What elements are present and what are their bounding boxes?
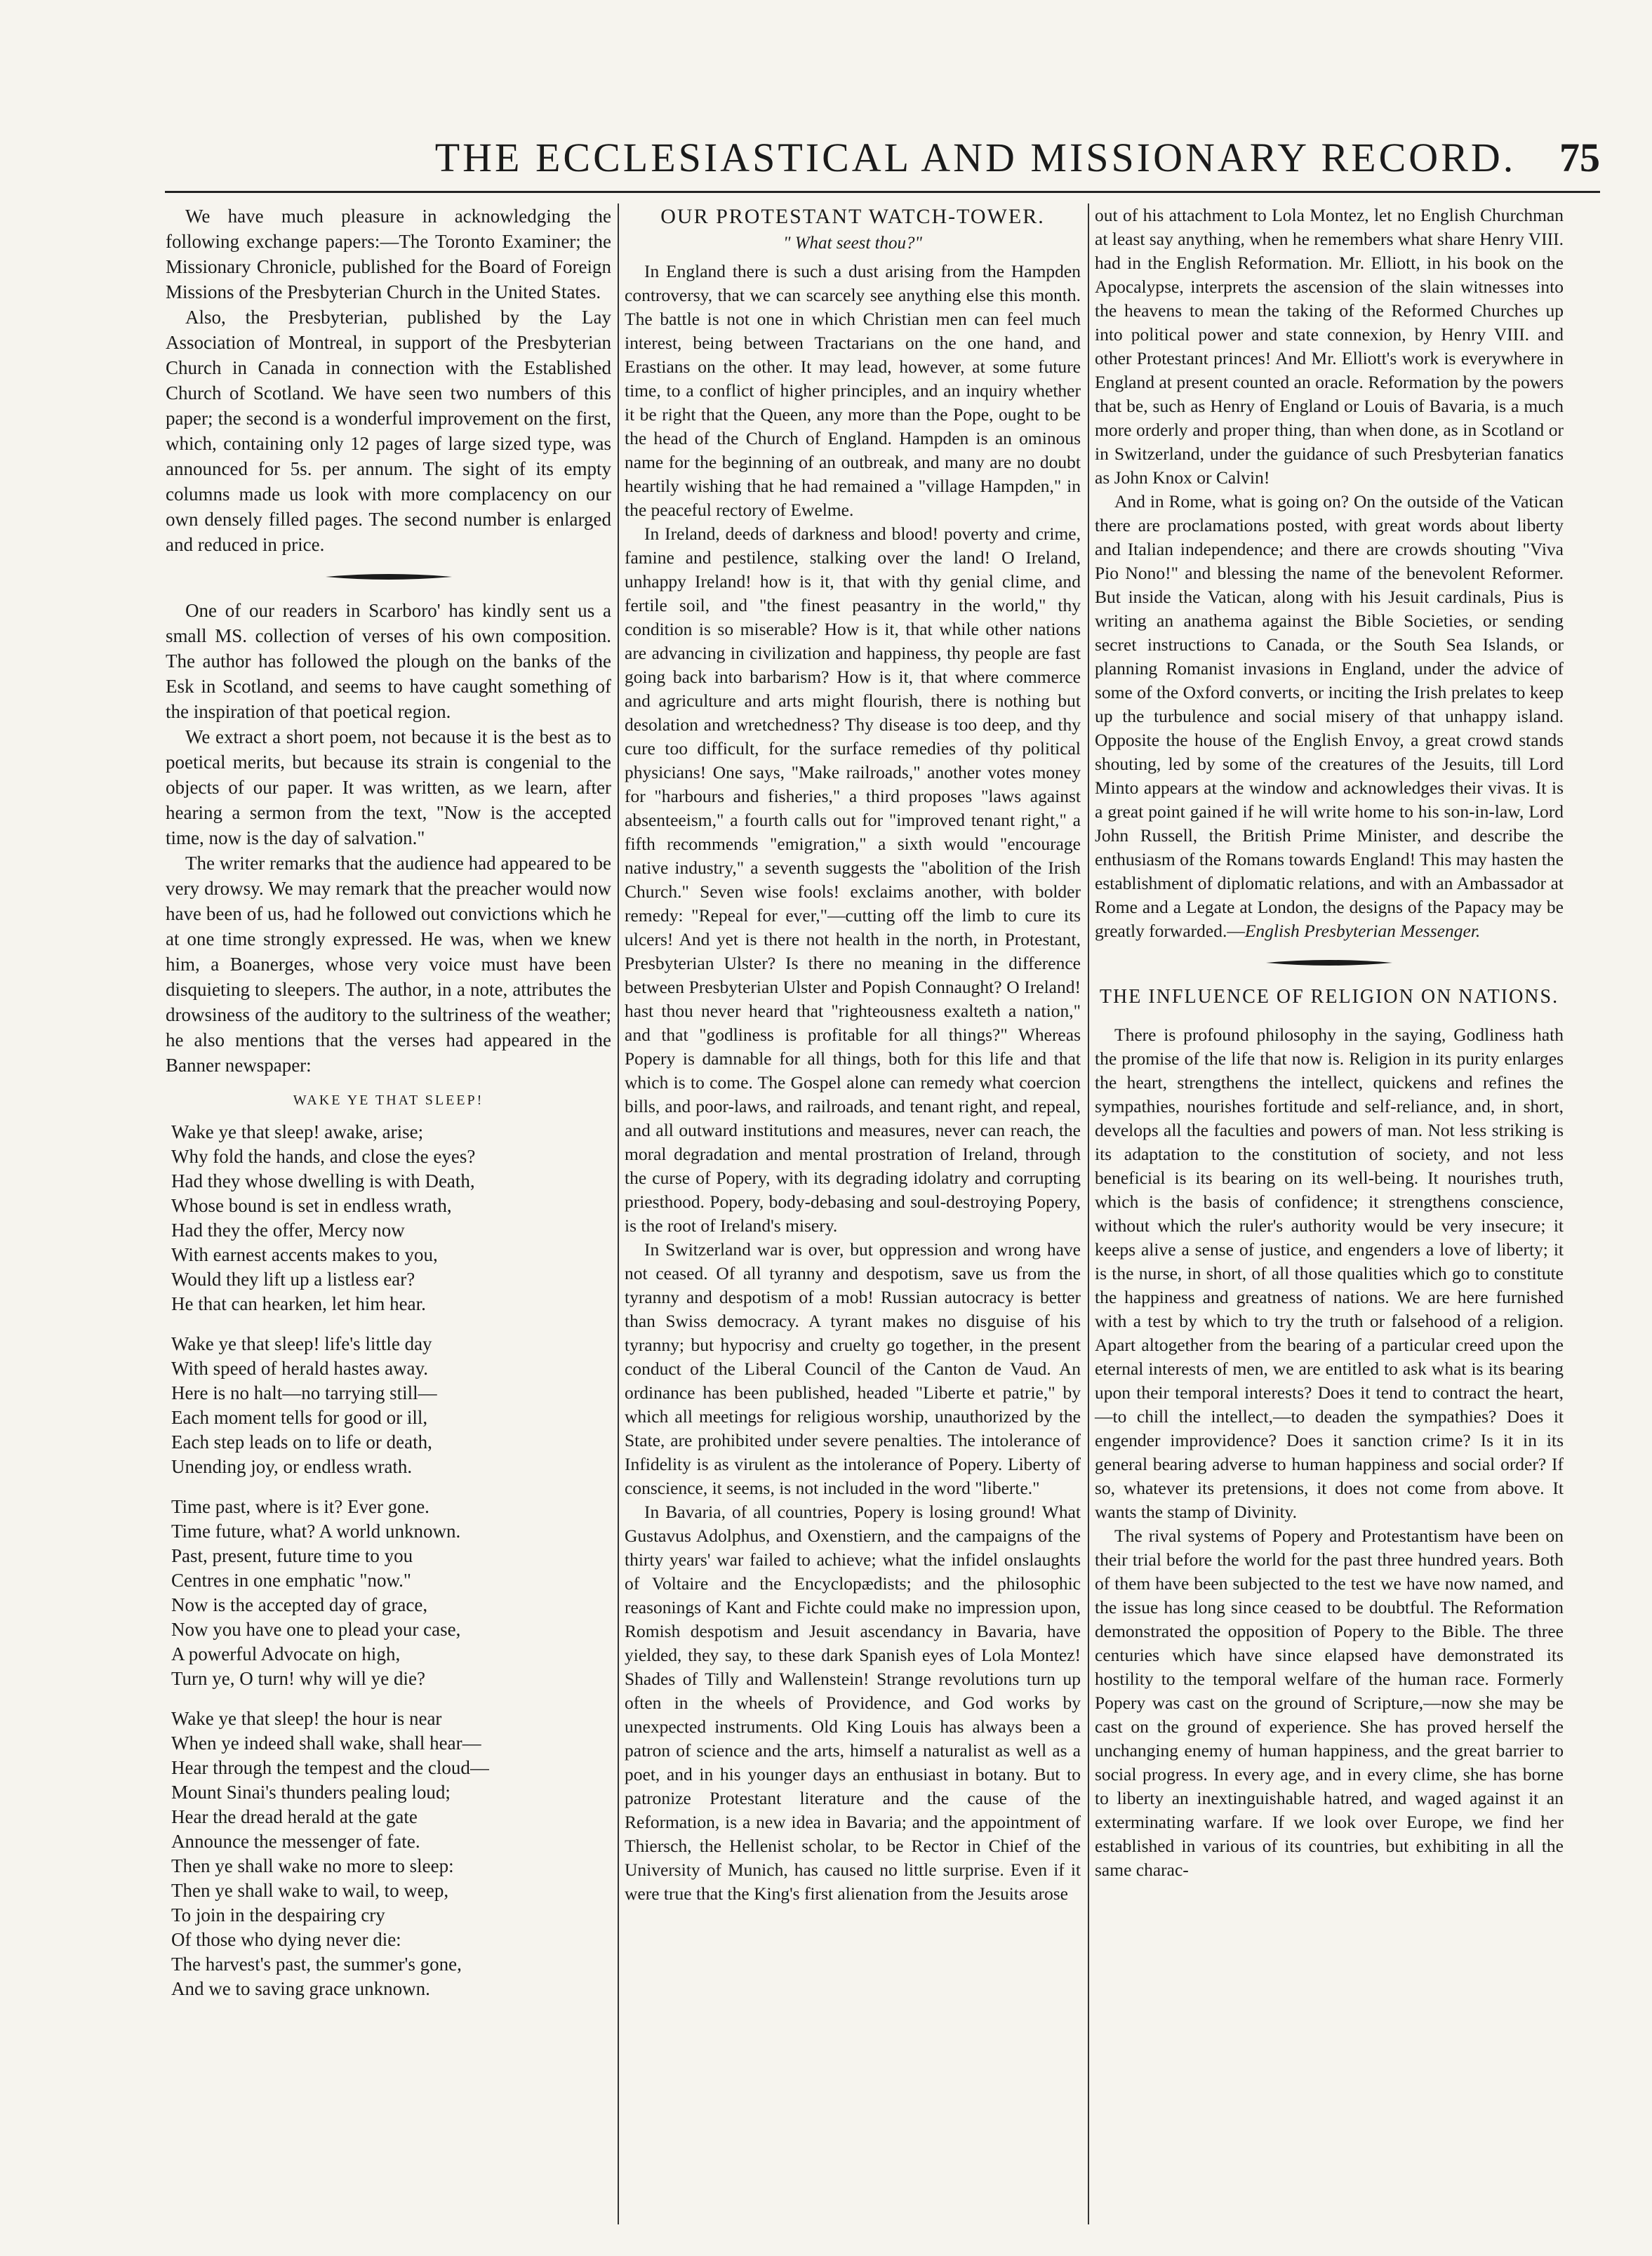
poem-title: WAKE YE THAT SLEEP! — [293, 1093, 484, 1108]
poem-line: Hear through the tempest and the cloud— — [171, 1757, 489, 1778]
poem-line: Had they the offer, Mercy now — [171, 1220, 405, 1241]
poem-line: Each step leads on to life or death, — [171, 1431, 432, 1453]
poem-line: Would they lift up a listless ear? — [171, 1269, 415, 1290]
poem-line: Here is no halt—no tarrying still— — [171, 1382, 437, 1403]
poem-line: Then ye shall wake no more to sleep: — [171, 1855, 454, 1876]
poem-line: Now is the accepted day of grace, — [171, 1594, 428, 1615]
poem-line: Centres in one emphatic "now." — [171, 1570, 411, 1591]
rome-text: And in Rome, what is going on? On the outside of the Vatican there are proclamations posted, with great words about liberty and Italian independence; and there are crowds shouting "Viva Pio Nono!" and blessing the name of the benevolent Reformer. But inside the Vatican, along with his Jesuit cardinals, Pius is writing an anathema against the Bible Societies, or sending secret instructions to Canada, or the South Sea Islands, or planning Romanist invasions in England, under the advice of some of the Oxford converts, or inciting the Irish prelates to keep up the turbulence and social misery of that unhappy island. Opposite the house of the English Envoy, a great crowd stands shouting, led by some of the creatures of the Jesuits, till Lord Minto appears at the window and acknowledges their vivas. It is a great point gained if he will write home to his son-in-law, Lord John Russell, the British Prime Minister, and describe the enthusiasm of the Romans towards England! This may hasten the establishment of diplomatic relations, and with an Ambassador at Rome and a Legate at London, the designs of the Papacy may be greatly forwarded. — [1095, 491, 1564, 941]
paragraph-england: In England there is such a dust arising from the Hampden controversy, that we can scarcely see anything else this month. The battle is not one in which Christian men can feel much interest, being between Tractarians on the one hand, and Erastians on the other. It may lead, however, at some future time, to a conflict of higher principles, and an inquiry whether it be right that the Queen, any more than the Pope, ought to be the head of the Church of England. Hampden is an ominous name for the beginning of an outbreak, and many are no doubt heartily wishing that he had remained a "village Hampden," in the peaceful rectory of Ewelme. — [625, 261, 1081, 520]
poem-line: To join in the despairing cry — [171, 1904, 385, 1925]
poem-line: Whose bound is set in endless wrath, — [171, 1195, 452, 1216]
paragraph-scarboro-reader: One of our readers in Scarboro' has kindly sent us a small MS. collection of verses of his own composition. The author has followed the plough on the banks of the Esk in Scotland, and seems to have caught something of the inspiration of that poetical region. — [166, 600, 611, 722]
paragraph-rival-systems: The rival systems of Popery and Protestantism have been on their trial before the world for the past three hundred years. Both of them have been subjected to the test we have now named, and the issue has long since ceased to be doubtful. The Reformation demonstrated the opposition of Popery to the Bible. The three centuries which have since elapsed have demonstrated its hostility to the temporal welfare of the human race. Formerly Popery was cast on the ground of Scripture,—now she may be cast on the ground of experience. She has proved herself the unchanging enemy of human happiness, and the great barrier to social progress. In every age, and in every clime, she has borne to liberty an inextinguishable hatred, and waged against it an exterminating warfare. If we look over Europe, we find her established in various of its countries, but exhibiting in all the same charac- — [1095, 1526, 1564, 1880]
paragraph-presbyterian-paper: Also, the Presbyterian, published by the Lay Association of Montreal, in support of the Presbyterian Church in Canada in connection with the Established Church of Scotland. We have seen two numbers of this paper; the second is a wonderful improvement on the first, which, containing only 12 pages of large sized type, was announced for 5s. per annum. The sight of its empty columns made us look with more complacency on our own densely filled pages. The second number is enlarged and reduced in price. — [166, 307, 611, 555]
poem-line: Mount Sinai's thunders pealing loud; — [171, 1782, 451, 1803]
header-rule — [165, 191, 1600, 193]
poem-line: Time future, what? A world unknown. — [171, 1521, 461, 1542]
poem-line: Unending joy, or endless wrath. — [171, 1456, 413, 1477]
poem-stanza-2 — [166, 1332, 611, 1479]
poem-line: With speed of herald hastes away. — [171, 1358, 429, 1379]
poem-line: Wake ye that sleep! the hour is near — [171, 1708, 442, 1729]
column-3 — [1095, 203, 1564, 1882]
poem-line: A powerful Advocate on high, — [171, 1643, 401, 1664]
poem-line: Why fold the hands, and close the eyes? — [171, 1146, 476, 1167]
poem-line: Turn ye, O turn! why will ye die? — [171, 1668, 425, 1689]
poem-line: Time past, where is it? Ever gone. — [171, 1496, 429, 1517]
poem-line: Past, present, future time to you — [171, 1545, 413, 1566]
poem-stanza-4 — [166, 1707, 611, 2001]
column-1 — [166, 203, 611, 2017]
paragraph-philosophy: There is profound philosophy in the saying, Godliness hath the promise of the life that now is. Religion in its purity enlarges the heart, strengthens the intellect, quickens and refines the sympathies, nourishes fortitude and self-reliance, and, in short, develops all the faculties and powers of man. Not less striking is its adaptation to the constitution of society, and not less beneficial is its bearing on its well-being. It nourishes truth, which is the basis of confidence; it strengthens conscience, without which the ruler's authority would be very insecure; it keeps alive a sense of justice, and engenders a love of liberty; it is the nurse, in short, of all those qualities which go to constitute the happiness and greatness of nations. We are here furnished with a test by which to try the truth or falsehood of a religion. Apart altogether from the bearing of a particular creed upon the eternal interests of men, we are entitled to ask what is its bearing upon their temporal interests? Does it tend to contract the heart,—to chill the intellect,—to deaden the sympathies? Does it engender improvidence? Does it sanction crime? Is it in its general bearing adverse to human happiness and social order? If so, whatever its pretensions, it does not come from above. It wants the stamp of Divinity. — [1095, 1024, 1564, 1522]
poem-line: When ye indeed shall wake, shall hear— — [171, 1733, 481, 1754]
column-rule-2 — [1088, 203, 1089, 2224]
influence-title: THE INFLUENCE OF RELIGION ON NATIONS. — [1099, 986, 1559, 1008]
paragraph-extract-poem: We extract a short poem, not because it is the best as to poetical merits, but because its strain is congenial to the objects of our paper. It was written, as we learn, after hearing a sermon from the text, "Now is the accepted time, now is the day of salvation." — [166, 726, 611, 848]
paragraph-bavaria: In Bavaria, of all countries, Popery is losing ground! What Gustavus Adolphus, and Oxenstiern, and the campaigns of the thirty years' war failed to achieve; what the infidel onslaughts of Voltaire and the Encyclopædists; and the philosophic reasonings of Kant and Fichte could make no impression upon, Romish despotism and Jesuit ascendancy in Bavaria, have yielded, they say, to these dark Spanish eyes of Lola Montez! Shades of Tilly and Wallenstein! Strange revolutions turn up often in the wheels of Providence, and God works by unexpected instruments. Old King Louis has always been a patron of science and the arts, himself a naturalist as well as a poet, and in his younger days an enthusiast in botany. But to patronize Protestant literature and the cause of the Reformation, is a new idea in Bavaria; and the appointment of Thiersch, the Hellenist scholar, to be Rector in Chief of the University of Munich, has caused no little surprise. Even if it were true that the King's first alienation from the Jesuits arose — [625, 1502, 1081, 1904]
poem-line: Now you have one to plead your case, — [171, 1619, 461, 1640]
poem-line: Announce the messenger of fate. — [171, 1831, 420, 1852]
paragraph-exchange-papers: We have much pleasure in acknowledging the following exchange papers:—The Toronto Examiner; the Missionary Chronicle, published for the Board of Foreign Missions of the Presbyterian Church in the United States. — [166, 206, 611, 302]
poem-line: Of those who dying never die: — [171, 1929, 401, 1950]
paragraph-bavaria-continued: out of his attachment to Lola Montez, let no English Churchman at least say anything, when he remembers what share Henry VIII. had in the English Reformation. Mr. Elliott, in his book on the Apocalypse, interprets the ascension of the slain witnesses into the heavens to mean the taking of the Reformed Churches up into political power and state connexion, by Henry VIII. and other Protestant princes! And Mr. Elliott's work is everywhere in England at present counted an oracle. Reformation by the powers that be, such as Henry of England or Louis of Bavaria, is a much more orderly and proper thing, than when done, as in Scotland or in Switzerland, under the guidance of such Presbyterian fanatics as John Knox or Calvin! — [1095, 205, 1564, 488]
poem-line: Then ye shall wake to wail, to weep, — [171, 1880, 449, 1901]
paragraph-rome: And in Rome, what is going on? On the outside of the Vatican there are proclamations posted, with great words about liberty and Italian independence; and there are crowds shouting "Viva Pio Nono!" and blessing the name of the benevolent Reformer. But inside the Vatican, along with his Jesuit cardinals, Pius is writing an anathema against the Bible Societies, or sending secret instructions to Canada, or the South Sea Islands, or planning Romanist invasions in England, under the advice of some of the Oxford converts, or inciting the Irish prelates to keep up the turbulence and social misery of that unhappy island. Opposite the house of the English Envoy, a great crowd stands shouting, led by some of the creatures of the Jesuits, till Lord Minto appears at the window and acknowledges their vivas. It is a great point gained if he will write home to his son-in-law, Lord John Russell, the British Prime Minister, and describe the enthusiasm of the Romans towards England! This may hasten the establishment of diplomatic relations, and with an Ambassador at Rome and a Legate at London, the designs of the Papacy may be greatly forwarded.—English Presbyterian Messenger. — [1095, 491, 1564, 941]
paragraph-switzerland: In Switzerland war is over, but oppression and wrong have not ceased. Of all tyranny and despotism, save us from the tyranny and despotism of a mob! Russian autocracy is better than Swiss democracy. A tyrant makes no disguise of his tyranny; but hypocrisy and cruelty go together, in the present conduct of the Liberal Council of the Canton de Vaud. An ordinance has been published, headed "Liberte et patrie," by which all meetings for religious worship, unauthorized by the State, are prohibited under severe penalties. The intolerance of Infidelity is as virulent as the intolerance of Popery. Liberty of conscience, it seems, is not included in the word "liberte." — [625, 1239, 1081, 1498]
poem-line: Each moment tells for good or ill, — [171, 1407, 428, 1428]
poem-line: Wake ye that sleep! life's little day — [171, 1333, 432, 1354]
running-title: THE ECCLESIASTICAL AND MISSIONARY RECORD. — [434, 135, 1517, 180]
section-divider-ornament — [1266, 959, 1392, 967]
poem-line: Wake ye that sleep! awake, arise; — [171, 1121, 424, 1142]
poem-line: The harvest's past, the summer's gone, — [171, 1954, 462, 1975]
poem-line: And we to saving grace unknown. — [171, 1978, 430, 1999]
poem-line: Hear the dread herald at the gate — [171, 1806, 418, 1827]
watch-tower-title: OUR PROTESTANT WATCH-TOWER. — [660, 205, 1045, 228]
section-divider-ornament — [326, 573, 452, 581]
column-2 — [625, 203, 1081, 1906]
paragraph-ireland: In Ireland, deeds of darkness and blood! poverty and crime, famine and pestilence, stalking over the land! O Ireland, unhappy Ireland! how is it, that with thy genial clime, and fertile soil, and "the finest peasantry in the world," thy condition is so miserable? How is it, that while other nations are advancing in civilization and happiness, thy people are fast going back into barbarism? How is it, that where commerce and agriculture and arts might flourish, there is nothing but desolation and wretchedness? Thy disease is too deep, and thy cure too difficult, for the surface remedies of thy political physicians! One says, "Make railroads," another votes money for "harbours and fisheries," a third proposes "laws against absenteeism," a fourth calls out for "improved tenant right," a fifth recommends "emigration," a sixth would "encourage native industry," a seventh suggests the "abolition of the Irish Church." Seven wise fools! exclaims another, with bolder remedy: "Repeal for ever,"—cutting off the limb to cure its ulcers! And yet is there not health in the north, in Protestant, Presbyterian Ulster? Is there no meaning in the difference between Presbyterian Ulster and Popish Connaught? O Ireland! hast thou never heard that "righteousness exalteth a nation," and that "godliness is profitable for all things?" Whereas Popery is damnable for all things, both for this life and that which is to come. The Gospel alone can remedy what coercion bills, and poor-laws, and railroads, and tenant right, and repeal, and all outward institutions and measures, never can reach, the moral degradation and mental prostration of Ireland, through the curse of Popery, with its degrading idolatry and corrupting priesthood. Popery, body-debasing and soul-destroying Popery, is the root of Ireland's misery. — [625, 523, 1081, 1236]
poem-line: Had they whose dwelling is with Death, — [171, 1170, 475, 1192]
paragraph-writer-remarks: The writer remarks that the audience had appeared to be very drowsy. We may remark that the preacher would now have been of us, had he followed out convictions which he at one time strongly expressed. He was, when we knew him, a Boanerges, whose very voice must have been disquieting to sleepers. The author, in a note, attributes the drowsiness of the auditory to the sultriness of the weather; he also mentions that the verses had appeared in the Banner newspaper: — [166, 853, 611, 1076]
page-number: 75 — [1559, 135, 1600, 180]
page-header — [140, 126, 1600, 189]
poem-stanza-3 — [166, 1495, 611, 1691]
article-source: English Presbyterian Messenger. — [1244, 921, 1481, 941]
poem-stanza-1 — [166, 1120, 611, 1316]
column-rule-1 — [618, 203, 619, 2224]
poem-line: He that can hearken, let him hear. — [171, 1293, 426, 1314]
poem-line: With earnest accents makes to you, — [171, 1244, 438, 1265]
watch-tower-subtitle: " What seest thou?" — [782, 234, 923, 253]
